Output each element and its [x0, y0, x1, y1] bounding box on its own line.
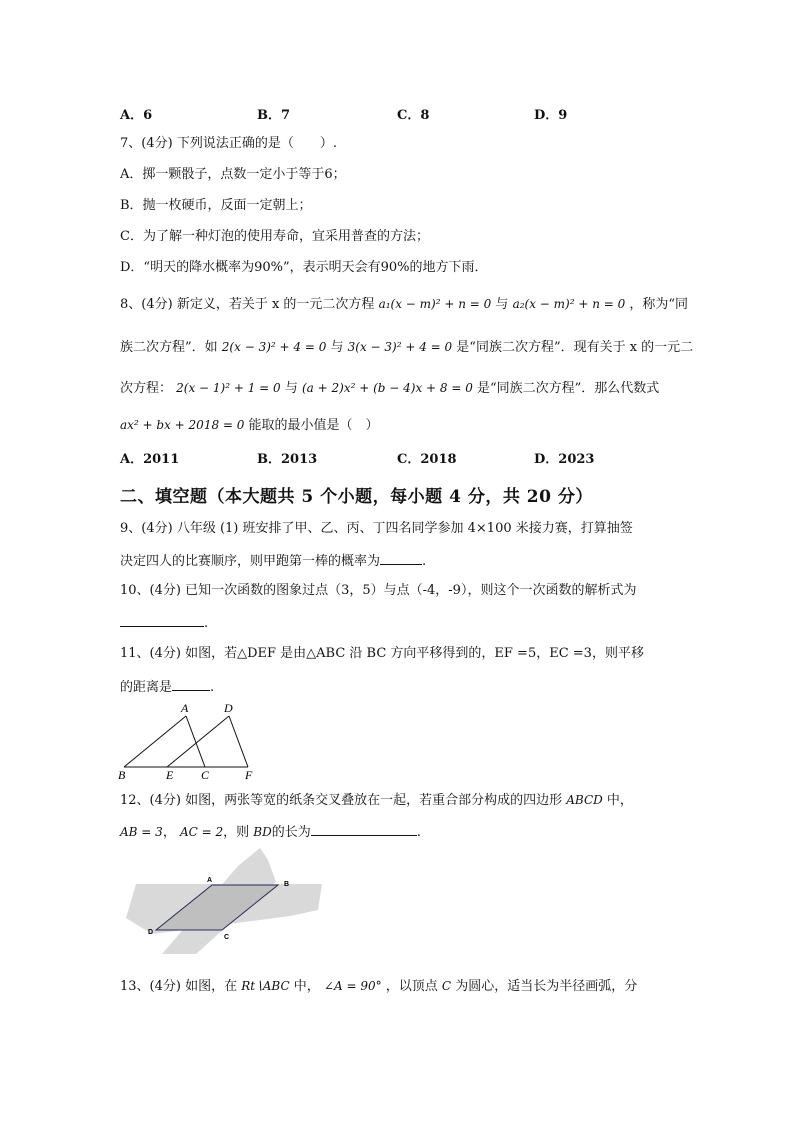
- q12-line-2: AB = 3， AC = 2，则 BD的长为 .: [120, 822, 421, 842]
- q12-line-1: 12、(4分) 如图，两张等宽的纸条交叉叠放在一起，若重合部分构成的四边形 ABCD 中，: [120, 793, 633, 808]
- q11-label-f: F: [245, 768, 253, 782]
- q13-point-c: C: [441, 979, 452, 993]
- q11-line-1: 11、(4分) 如图，若△DEF 是由△ABC 沿 BC 方向平移得到的，EF =5，EC =3，则平移: [120, 646, 644, 661]
- q8-option-c: C．2018: [397, 452, 457, 467]
- q7-stem: 7、(4分) 下列说法正确的是（ ）.: [120, 136, 337, 151]
- q9-answer-blank[interactable]: [380, 551, 422, 565]
- q6-option-c: C．8: [397, 108, 430, 123]
- q8-option-d: D．2023: [534, 452, 595, 467]
- q12-target-bd: BD: [253, 825, 272, 839]
- q13-triangle-name: Rt∖ABC: [241, 979, 290, 993]
- q12-paper-strips-figure: [118, 846, 328, 956]
- q6-option-d: D．9: [534, 108, 568, 123]
- q7-option-b: B．抛一枚硬币，反面一定朝上；: [120, 198, 312, 213]
- q8-option-a: A．2011: [120, 452, 180, 467]
- q8-formula-3: 2(x − 3)² + 4 = 0: [221, 340, 327, 354]
- q11-triangle-figure: [114, 700, 264, 782]
- q11-label-e: E: [166, 768, 174, 782]
- q11-line-2: 的距离是 .: [120, 677, 214, 697]
- q12-given-ab: AB = 3: [120, 825, 163, 839]
- q8-formula-1: a₁(x − m)² + n = 0: [378, 297, 492, 311]
- q8-formula-6: (a + 2)x² + (b − 4)x + 8 = 0: [301, 381, 473, 395]
- q11-segment-ac: [186, 716, 205, 767]
- q8-line-4: ax² + bx + 2018 = 0 能取的最小值是（ ）: [120, 418, 379, 433]
- q13-line-1: 13、(4分) 如图，在 Rt∖ABC 中， ∠A = 90° ，以顶点 C 为圆心，适当长为半径画弧，分: [120, 979, 638, 994]
- q12-label-a: A: [207, 877, 213, 884]
- q11-answer-blank[interactable]: [172, 677, 210, 691]
- q8-line-1: 8、(4分) 新定义，若关于 x 的一元二次方程 a₁(x − m)² + n = 0 与 a₂(x − m)² + n = 0 ，称为“同: [120, 297, 689, 312]
- q8-option-b: B．2013: [257, 452, 318, 467]
- q6-option-b: B．7: [257, 108, 291, 123]
- q12-label-d: D: [148, 929, 154, 936]
- q11-label-d: D: [224, 701, 233, 715]
- q7-option-d: D．“明天的降水概率为90%”，表示明天会有90%的地方下雨．: [120, 260, 488, 275]
- q10-line-1: 10、(4分) 已知一次函数的图象过点（3，5）与点（-4，-9），则这个一次函数的解析式为: [120, 583, 637, 598]
- q11-label-a: A: [181, 701, 189, 715]
- q11-label-c: C: [201, 768, 210, 782]
- q10-line-2: .: [120, 613, 208, 633]
- q6-option-a: A．6: [120, 108, 153, 123]
- q13-angle-a: ∠A = 90°: [323, 979, 382, 993]
- section-heading: 二、填空题（本大题共 5 个小题，每小题 4 分，共 20 分）: [120, 487, 593, 507]
- q7-option-a: A．掷一颗骰子，点数一定小于等于6；: [120, 167, 346, 182]
- q12-answer-blank[interactable]: [311, 822, 417, 836]
- q9-line-1: 9、(4分) 八年级 (1) 班安排了甲、乙、丙、丁四名同学参加 4×100 米接力赛，打算抽签: [120, 521, 633, 536]
- q11-label-b: B: [118, 768, 126, 782]
- q8-formula-7: ax² + bx + 2018 = 0: [120, 418, 245, 432]
- q12-label-c: C: [224, 934, 230, 941]
- q7-option-c: C．为了解一种灯泡的使用寿命，宜采用普查的方法；: [120, 229, 429, 244]
- q10-answer-blank[interactable]: [120, 613, 204, 627]
- q8-formula-2: a₂(x − m)² + n = 0: [512, 297, 626, 311]
- q8-formula-4: 3(x − 3)² + 4 = 0: [347, 340, 453, 354]
- q12-label-b: B: [284, 881, 290, 888]
- q8-formula-5: 2(x − 1)² + 1 = 0: [176, 381, 281, 395]
- q9-line-2: 决定四人的比赛顺序，则甲跑第一棒的概率为 .: [120, 551, 426, 571]
- q8-line-2: 族二次方程”．如 2(x − 3)² + 4 = 0 与 3(x − 3)² + 4 = 0 是“同族二次方程”．现有关于 x 的一元二: [120, 340, 694, 355]
- q12-shape-name: ABCD: [566, 793, 603, 807]
- q8-line-3: 次方程： 2(x − 1)² + 1 = 0 与 (a + 2)x² + (b − 4)x + 8 = 0 是“同族二次方程”．那么代数式: [120, 381, 660, 396]
- q11-segment-df: [229, 716, 248, 767]
- q12-given-ac: AC = 2: [179, 825, 224, 839]
